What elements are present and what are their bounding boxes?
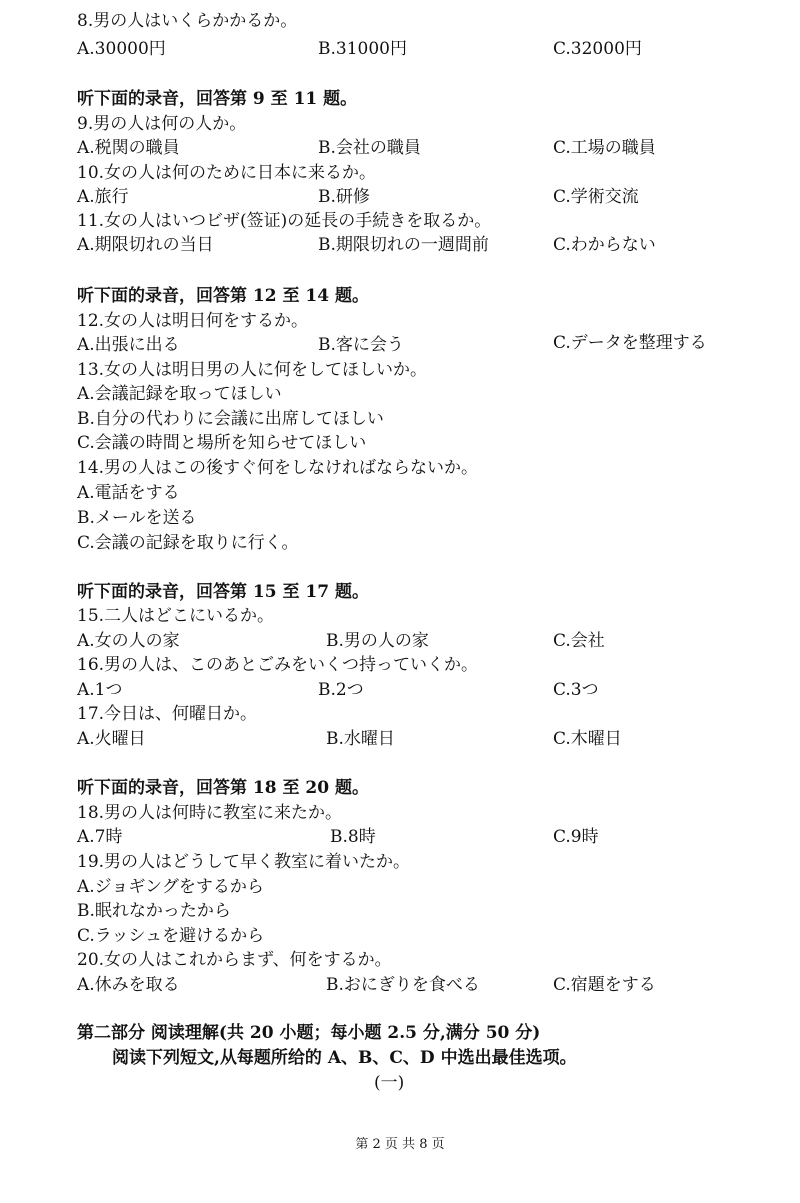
q16-option-a: A.1つ <box>77 680 123 700</box>
page-footer: 第 2 页 共 8 页 <box>355 1137 445 1152</box>
q12-option-b: B.客に会う <box>318 335 404 355</box>
q14-question: 14.男の人はこの後すぐ何をしなければならないか。 <box>77 458 479 478</box>
q17-option-c: C.木曜日 <box>553 729 622 749</box>
q19-option-b: B.眠れなかったから <box>77 901 231 921</box>
q8-question: 8.男の人はいくらかかるか。 <box>77 11 298 31</box>
q15-question: 15.二人はどこにいるか。 <box>77 606 275 626</box>
q19-option-a: A.ジョギングをするから <box>77 877 264 897</box>
q20-option-c: C.宿題をする <box>553 975 656 995</box>
q9-option-b: B.会社の職員 <box>318 138 421 158</box>
q15-option-c: C.会社 <box>553 631 605 651</box>
q15-option-b: B.男の人の家 <box>326 631 429 651</box>
q18-option-a: A.7時 <box>77 827 123 847</box>
q15-option-a: A.女の人の家 <box>77 631 180 651</box>
q13-option-b: B.自分の代わりに会議に出席してほしい <box>77 409 384 429</box>
q18-option-b: B.8時 <box>330 827 376 847</box>
q18-option-c: C.9時 <box>553 827 599 847</box>
q13-option-c: C.会議の時間と場所を知らせてほしい <box>77 433 367 453</box>
q10-option-c: C.学術交流 <box>553 187 639 207</box>
section-12-14-header: 听下面的录音，回答第 12 至 14 题。 <box>77 286 369 306</box>
q12-question: 12.女の人は明日何をするか。 <box>77 311 309 331</box>
q20-question: 20.女の人はこれからまず、何をするか。 <box>77 950 392 970</box>
q11-option-b: B.期限切れの一週間前 <box>318 235 489 255</box>
section-9-11-header: 听下面的录音，回答第 9 至 11 题。 <box>77 89 358 109</box>
q18-question: 18.男の人は何時に教室に来たか。 <box>77 803 343 823</box>
q16-option-b: B.2つ <box>318 680 364 700</box>
q16-option-c: C.3つ <box>553 680 599 700</box>
q14-option-b: B.メールを送る <box>77 508 197 528</box>
part2-subsection: (一) <box>374 1073 405 1093</box>
q9-option-a: A.税関の職員 <box>77 138 180 158</box>
q17-option-a: A.火曜日 <box>77 729 146 749</box>
q17-option-b: B.水曜日 <box>326 729 395 749</box>
q12-option-c: C.データを整理する <box>553 333 707 353</box>
q19-question: 19.男の人はどうして早く教室に着いたか。 <box>77 852 411 872</box>
q16-question: 16.男の人は、このあとごみをいくつ持っていくか。 <box>77 655 479 675</box>
section-15-17-header: 听下面的录音，回答第 15 至 17 题。 <box>77 582 369 602</box>
q11-question: 11.女の人はいつビザ(签证)の延長の手続きを取るか。 <box>77 211 492 231</box>
part2-title: 第二部分 阅读理解(共 20 小题；每小题 2.5 分,满分 50 分) <box>77 1023 541 1043</box>
q12-option-a: A.出張に出る <box>77 335 180 355</box>
q13-question: 13.女の人は明日男の人に何をしてほしいか。 <box>77 360 428 380</box>
section-18-20-header: 听下面的录音，回答第 18 至 20 题。 <box>77 778 369 798</box>
q9-option-c: C.工場の職員 <box>553 138 656 158</box>
q13-option-a: A.会議記録を取ってほしい <box>77 384 282 404</box>
q8-option-a: A.30000円 <box>77 39 166 59</box>
part2-instruction: 阅读下列短文,从每题所给的 A、B、C、D 中选出最佳选项。 <box>112 1048 577 1068</box>
q11-option-a: A.期限切れの当日 <box>77 235 214 255</box>
q11-option-c: C.わからない <box>553 235 656 255</box>
q20-option-b: B.おにぎりを食べる <box>326 975 480 995</box>
q19-option-c: C.ラッシュを避けるから <box>77 926 265 946</box>
q17-question: 17.今日は、何曜日か。 <box>77 704 258 724</box>
q10-option-b: B.研修 <box>318 187 370 207</box>
q10-option-a: A.旅行 <box>77 187 129 207</box>
q14-option-a: A.電話をする <box>77 483 180 503</box>
q9-question: 9.男の人は何の人か。 <box>77 114 247 134</box>
q10-question: 10.女の人は何のために日本に来るか。 <box>77 163 377 183</box>
q8-option-c: C.32000円 <box>553 39 642 59</box>
q20-option-a: A.休みを取る <box>77 975 180 995</box>
q8-option-b: B.31000円 <box>318 39 407 59</box>
q14-option-c: C.会議の記録を取りに行く。 <box>77 533 299 553</box>
